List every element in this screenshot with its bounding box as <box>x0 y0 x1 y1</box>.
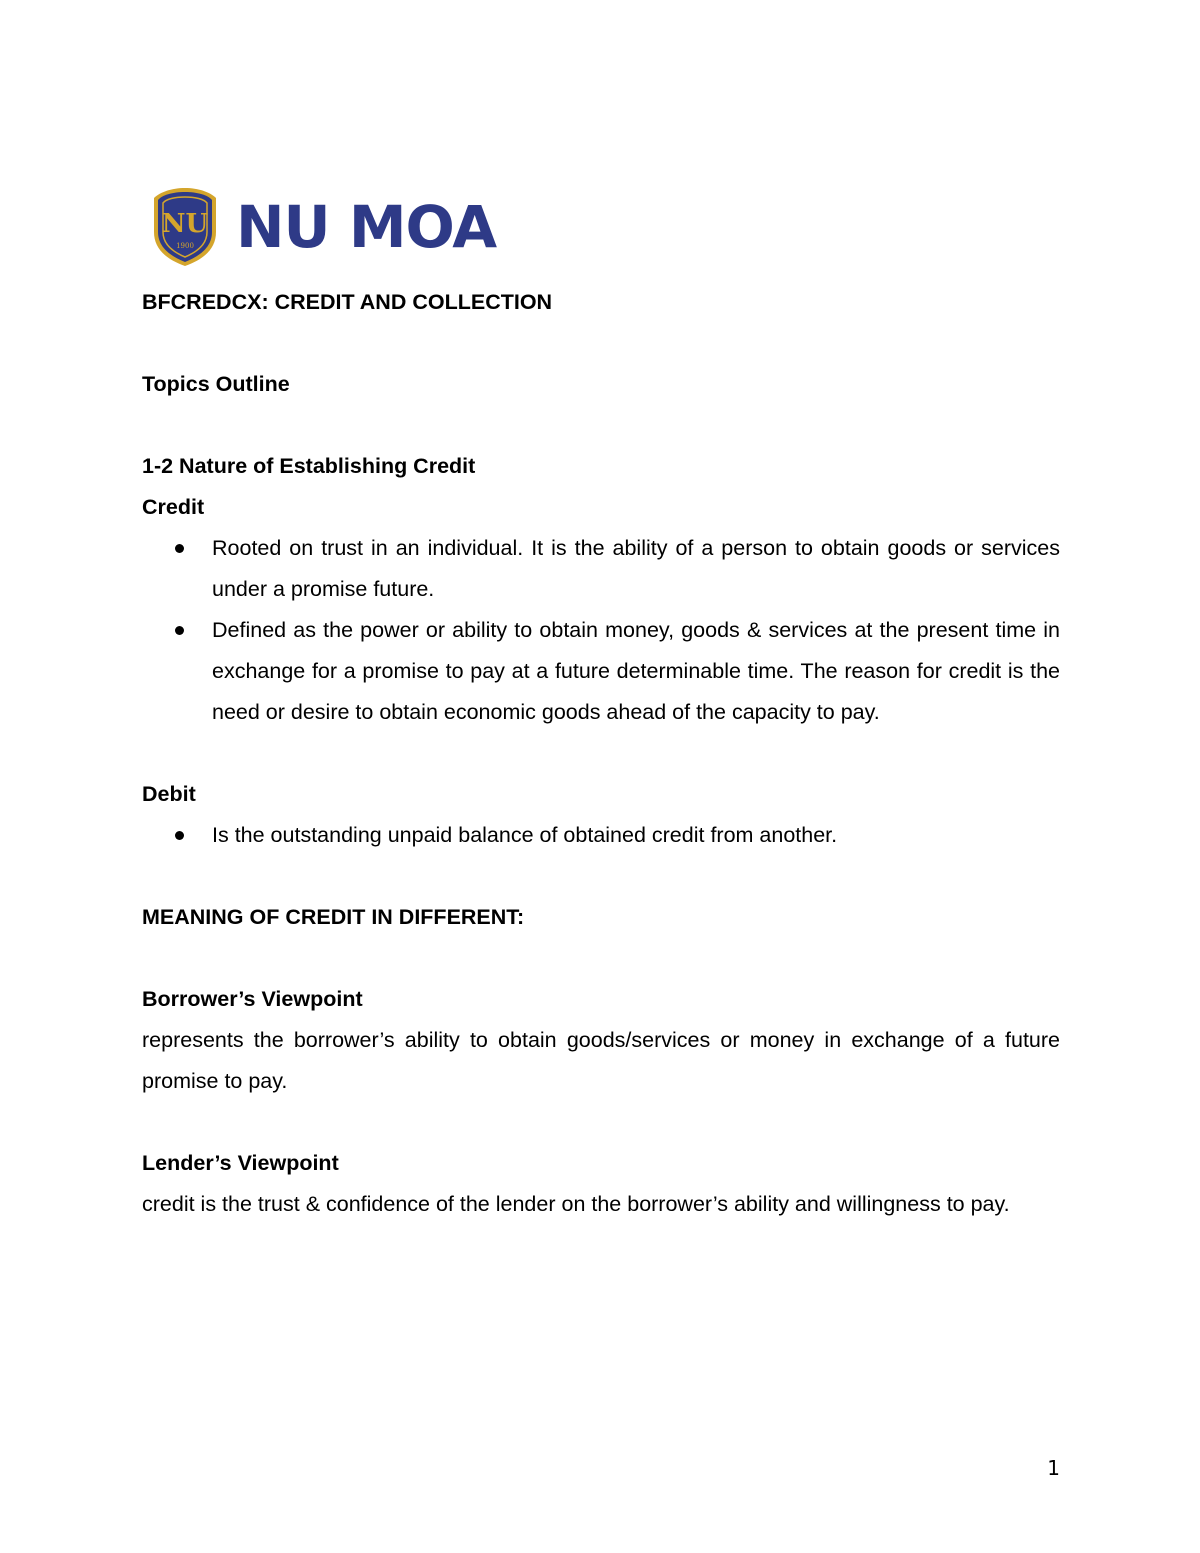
nu-moa-logo <box>150 186 496 268</box>
crest-letters: NU <box>161 209 209 239</box>
nu-crest-icon <box>150 186 220 268</box>
bullet-icon <box>175 544 184 553</box>
borrower-heading: Borrower’s Viewpoint <box>142 987 363 1011</box>
page-number: 1 <box>1047 1456 1060 1480</box>
document-body <box>142 282 1060 1225</box>
logo-wordmark: NU MOA <box>236 193 497 261</box>
crest-year: 1900 <box>176 242 194 250</box>
debit-bullet-list <box>142 815 1060 856</box>
outline-heading: Topics Outline <box>142 372 290 396</box>
list-item <box>142 815 1060 856</box>
lender-text: credit is the trust & confidence of the lender on the borrower’s ability and willingness to pay. <box>142 1192 1010 1216</box>
credit-bullet-list <box>142 528 1060 733</box>
course-title: BFCREDCX: CREDIT AND COLLECTION <box>142 290 553 314</box>
section-title: 1-2 Nature of Establishing Credit <box>142 454 476 478</box>
credit-bullet-text: Defined as the power or ability to obtain money, goods & services at the present time in exchange for a promise to pay at a future determinable time. The reason for credit is the need or desire to obtain economic goods ahead of the capacity to pay. <box>212 618 1060 724</box>
list-item <box>142 610 1060 733</box>
lender-heading: Lender’s Viewpoint <box>142 1151 339 1175</box>
credit-bullet-text: Rooted on trust in an individual. It is the ability of a person to obtain goods or services under a promise future. <box>212 536 1060 601</box>
bullet-icon <box>175 831 184 840</box>
bullet-icon <box>175 626 184 635</box>
borrower-text: represents the borrower’s ability to obtain goods/services or money in exchange of a future promise to pay. <box>142 1028 1060 1093</box>
debit-heading: Debit <box>142 782 196 806</box>
debit-bullet-text: Is the outstanding unpaid balance of obtained credit from another. <box>212 823 838 847</box>
meaning-heading: MEANING OF CREDIT IN DIFFERENT: <box>142 905 525 929</box>
list-item <box>142 528 1060 610</box>
credit-heading: Credit <box>142 495 205 519</box>
